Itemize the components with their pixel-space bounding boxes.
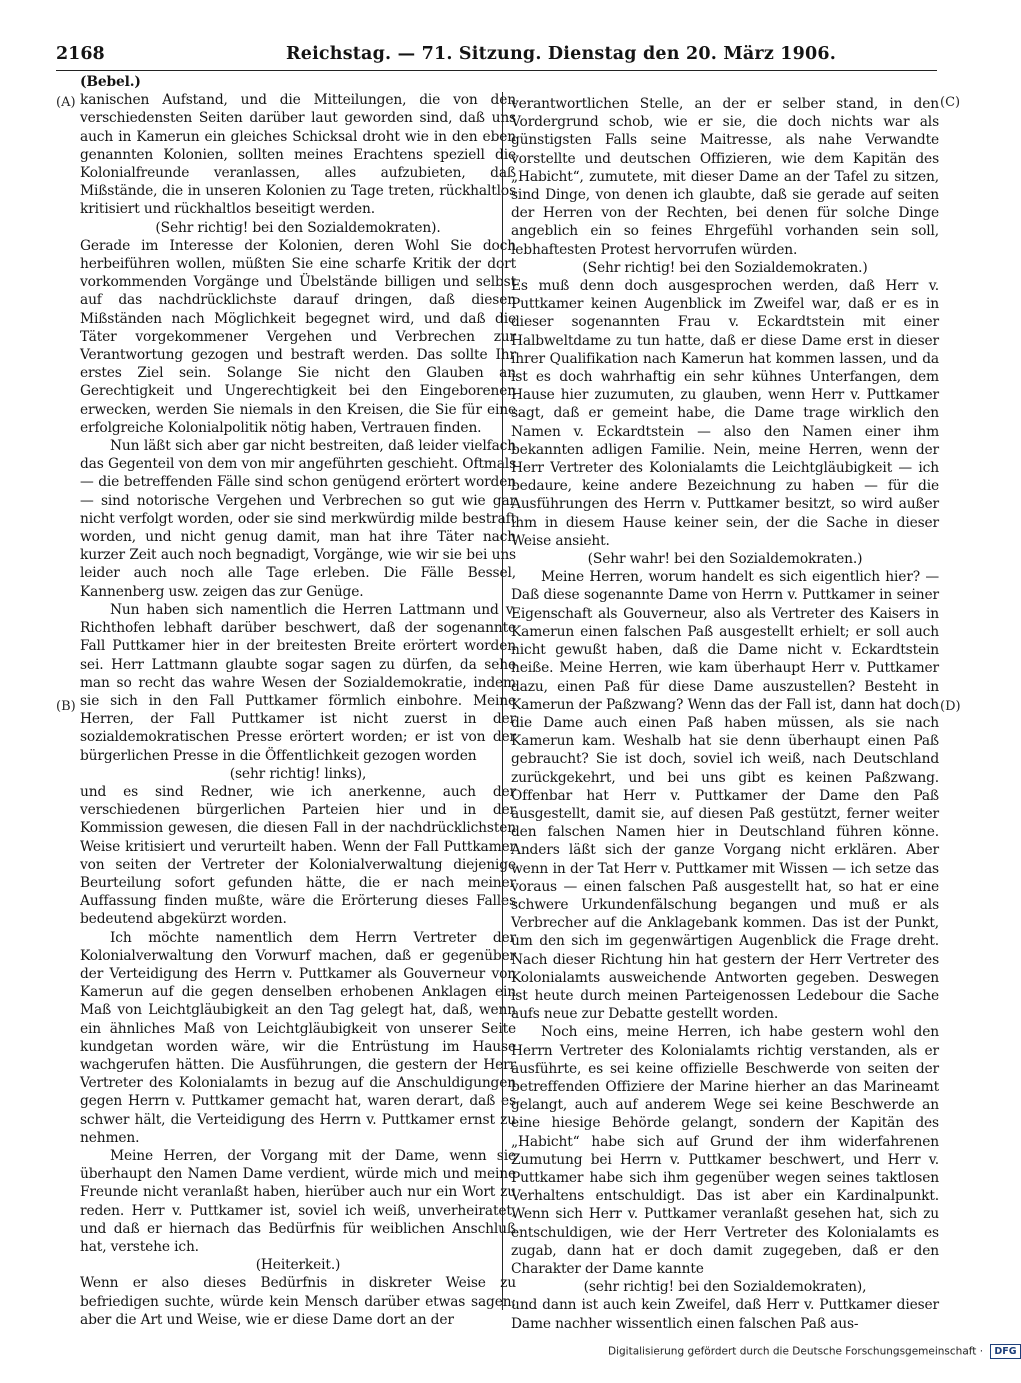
paragraph: Meine Herren, worum handelt es sich eigentlich hier? — Daß diese sogenannte Dame von Herrn v. Puttkamer in seiner Eigenschaft als Gouverneur, also als Vertreter des Kaisers in Kamerun einen falschen Paß ausgestellt erhielt; er soll auch nicht gewußt haben, daß die Dame nicht v. Eckardtstein heiße. Meine Herren, wie kam überhaupt Herr v. Puttkamer dazu, einen Paß für diese Dame auszustellen? Besteht in Kamerun der Paßzwang? Wenn das der Fall ist, dann hat doch die Dame auch einen Paß haben müssen, als sie nach Kamerun kam. Weshalb hat sie denn überhaupt einen Paß gebraucht? Sie ist doch, soviel ich weiß, nach Deutschland zurückgekehrt, und bei uns gibt es keinen Paßzwang. Offenbar hat Herr v. Puttkamer der Dame den Paß ausgestellt, damit sie, auf diesen Paß gestützt, ferner weiter den falschen Namen hier in Deutschland führen könne. Anders läßt sich der ganze Vorgang nicht erklären. Aber wenn in der Tat Herr v. Puttkamer mit Wissen — ich setze das voraus — einen falschen Paß ausgestellt hat, so hat er eine schwere Urkundenfälschung begangen und muß er als Verbrecher auf die Anklagebank kommen. Das ist der Punkt, um den sich im gegenwärtigen Augenblick die Frage dreht. Nach dieser Richtung hin hat gestern der Herr Vertreter des Kolonialamts ausweichende Antworten gegeben. Deswegen ist heute durch meinen Parteigenossen Ledebour die Sache aufs neue zur Debatte gestellt worden. — [511, 569, 939, 1023]
paragraph: Wenn er also dieses Bedürfnis in diskreter Weise zu befriedigen suchte, würde kein Mensch darüber etwas sagen; aber die Art und Weise, wie er diese Dame dort an der — [80, 1275, 516, 1328]
credit-text: Digitalisierung gefördert durch die Deutsche Forschungsgemeinschaft · — [608, 1345, 984, 1358]
interjection: (sehr richtig! bei den Sozialdemokraten), — [583, 1279, 867, 1296]
margin-marker-a: (A) — [56, 95, 76, 110]
paragraph: Nun läßt sich aber gar nicht bestreiten, daß leider vielfach das Gegenteil von dem von mir angeführten geschieht. Oftmals — die betreffenden Fälle sind schon genügend erörtert worden — sind notorische Vergehen und Verbrechen so gut wie gar nicht verfolgt worden, oder sie sind merkwürdig milde bestraft worden, und nicht genug damit, man hat ihre Täter nach kurzer Zeit auch noch begnadigt, Vorgänge, wie wir sie bei uns leider auch noch alle Tage erleben. Die Fälle Bessel, Kannenberg usw. zeigen das zur Genüge. — [80, 438, 516, 600]
paragraph: Noch eins, meine Herren, ich habe gestern wohl den Herrn Vertreter des Kolonialamts richtig verstanden, als er ausführte, es sei keine offizielle Beschwerde von seiten der betreffenden Offiziere der Marine hierher an das Marineamt gelangt, auch auf anderem Wege sei keine Beschwerde an eine hiesige Behörde gelangt, sondern der Kapitän des „Habicht“ habe sich auf Grund der ihm widerfahrenen Zumutung bei Herrn v. Puttkamer beschwert, und Herr v. Puttkamer habe sich ihm gegenüber wegen seines taktlosen Verhaltens entschuldigt. Das ist aber ein Kardinalpunkt. Wenn sich Herr v. Puttkamer veranlaßt gesehen hat, sich zu entschuldigen, wie der Herr Vertreter des Kolonialamts es zugab, dann hat er doch damit zugegeben, daß er den Charakter der Dame kannte — [511, 1024, 939, 1277]
page-header — [56, 44, 936, 70]
page-number: 2168 — [56, 44, 105, 64]
digitization-credit — [608, 1344, 1017, 1362]
paragraph: und es sind Redner, wie ich anerkenne, auch der verschiedenen bürgerlichen Parteien hier und in der Kommission gewesen, die diesen Fall in der nachdrücklichsten Weise kritisiert und verurteilt haben. Wenn der Fall Puttkamer von seiten der Vertreter der Kolonialverwaltung diejenige Beurteilung sofort gefunden hätte, die er nach meiner Auffassung finden mußte, wäre die Erörterung dieses Falles bedeutend abgekürzt worden. — [80, 783, 516, 928]
interjection: (Sehr wahr! bei den Sozialdemokraten.) — [587, 551, 863, 568]
interjection: (sehr richtig! links), — [229, 765, 367, 782]
paragraph: Meine Herren, der Vorgang mit der Dame, wenn sie überhaupt den Namen Dame verdient, würde mich und meine Freunde nicht veranlaßt haben, hierüber auch nur ein Wort zu reden. Herr v. Puttkamer ist, soviel ich weiß, unverheiratet, und daß er hiernach das Bedürfnis für weiblichen Anschluß hat, verstehe ich. — [80, 1147, 516, 1255]
paragraph: Gerade im Interesse der Kolonien, deren Wohl Sie doch herbeiführen wollen, müßten Sie eine scharfe Kritik der dort vorkommenden Vorgänge und Übelstände billigen und selbst auf das nachdrücklichste darauf dringen, daß diesen Mißständen nach Möglichkeit begegnet wird, und daß die Täter vorgekommener Vergehen und Verbrechen zur Verantwortung gezogen und bestraft werden. Das sollte Ihr erstes Ziel sein. Solange Sie nicht den Glauben an Gerechtigkeit und Ungerechtigkeit bei den Eingeborenen erwecken, werden Sie niemals in den Kreisen, die Sie für eine erfolgreiche Kolonialpolitik nötig haben, Vertrauen finden. — [80, 237, 516, 436]
left-column — [80, 73, 516, 1329]
interjection: (Sehr richtig! bei den Sozialdemokraten). — [155, 219, 441, 236]
speaker-label: (Bebel.) — [80, 74, 141, 90]
margin-marker-c: (C) — [940, 95, 961, 110]
margin-marker-b: (B) — [56, 699, 76, 714]
paragraph: Ich möchte namentlich dem Herrn Vertreter der Kolonialverwaltung den Vorwurf machen, daß er gegenüber der Verteidigung des Herrn v. Puttkamer als Gouverneur von Kamerun auf die gegen denselben erhobenen Anklagen ein Maß von Leichtgläubigkeit an den Tag gelegt hat, daß, wenn ein ähnliches Maß von Leichtgläubigkeit von unserer Seite kundgetan worden wäre, wir die Entrüstung im Hause wachgerufen hätten. Die Ausführungen, die gestern der Herr Vertreter des Kolonialamts in bezug auf die Anschuldigungen gegen Herrn v. Puttkamer gemacht hat, waren derart, daß es schwer hält, die Verteidigung des Herrn v. Puttkamer ernst zu nehmen. — [80, 929, 516, 1146]
right-column — [511, 95, 939, 1333]
dfg-logo: DFG — [990, 1344, 1020, 1359]
paragraph: verantwortlichen Stelle, an der er selber stand, in den Vordergrund schob, wie er sie, die doch nichts war als günstigsten Falls seine Maitresse, als nahe Verwandte vorstellte und deutschen Offizieren, wie dem Kapitän des „Habicht“, zumutete, mit dieser Dame an der Tafel zu sitzen, sind Dinge, von denen ich glaubte, daß sie gerade auf seiten der Herren von der Rechten, bei denen für solche Dinge angeblich ein so feines Ehrgefühl vorhanden sein soll, lebhaftesten Protest hervorrufen würden. — [511, 96, 939, 258]
margin-marker-d: (D) — [940, 699, 961, 714]
paragraph: kanischen Aufstand, und die Mitteilungen, die von den verschiedensten Seiten darüber laut geworden sind, daß uns auch in Kamerun ein gleiches Schicksal droht wie in den eben genannten Kolonien, sollten meines Erachtens speziell die Kolonialfreunde veranlassen, alles aufzubieten, daß Mißstände, die in unseren Kolonien zu Tage treten, rückhaltlos kritisiert und rückhaltlos beseitigt werden. — [80, 92, 516, 218]
header-rule — [56, 70, 937, 71]
paragraph: Es muß denn doch ausgesprochen werden, daß Herr v. Puttkamer keinen Augenblick im Zweifel war, daß er es in dieser sogenannten Frau v. Eckardtstein mit einer Halbweltdame zu tun hatte, daß er diese Dame erst in dieser ihrer Qualifikation nach Kamerun hat kommen lassen, und da ist es doch wahrhaftig ein sehr kühnes Unterfangen, dem Hause hier zuzumuten, zu glauben, wenn Herr v. Puttkamer sagt, daß er gemeint habe, die Dame trage wirklich den Namen v. Eckardtstein — also den Namen einer ihm bekannten adligen Familie. Nein, meine Herren, wenn der Herr Vertreter des Kolonialamts die Leichtgläubigkeit — ich bedaure, keine andere Bezeichnung zu haben — für die Ausführungen des Herrn v. Puttkamer besitzt, so wird außer ihm in diesem Hause keiner sein, der die Sache in dieser Weise ansieht. — [511, 278, 939, 549]
interjection: (Sehr richtig! bei den Sozialdemokraten.) — [582, 259, 868, 276]
paragraph: und dann ist auch kein Zweifel, daß Herr v. Puttkamer dieser Dame nachher wissentlich einen falschen Paß aus- — [511, 1297, 939, 1332]
interjection: (Heiterkeit.) — [255, 1257, 341, 1274]
running-title: Reichstag. — 71. Sitzung. Dienstag den 20. März 1906. — [286, 44, 837, 64]
paragraph: Nun haben sich namentlich die Herren Lattmann und v. Richthofen lebhaft darüber beschwert, daß der sogenannte Fall Puttkamer hier in der breitesten Breite erörtert worden sei. Herr Lattmann glaubte sogar sagen zu dürfen, da sehe man so recht das wahre Wesen der Sozialdemokratie, indem sie sich in den Fall Puttkamer förmlich einbohre. Meine Herren, der Fall Puttkamer ist nicht zuerst in der sozialdemokratischen Presse erörtert worden; er ist von der bürgerlichen Presse in die Öffentlichkeit gezogen worden — [80, 601, 516, 764]
